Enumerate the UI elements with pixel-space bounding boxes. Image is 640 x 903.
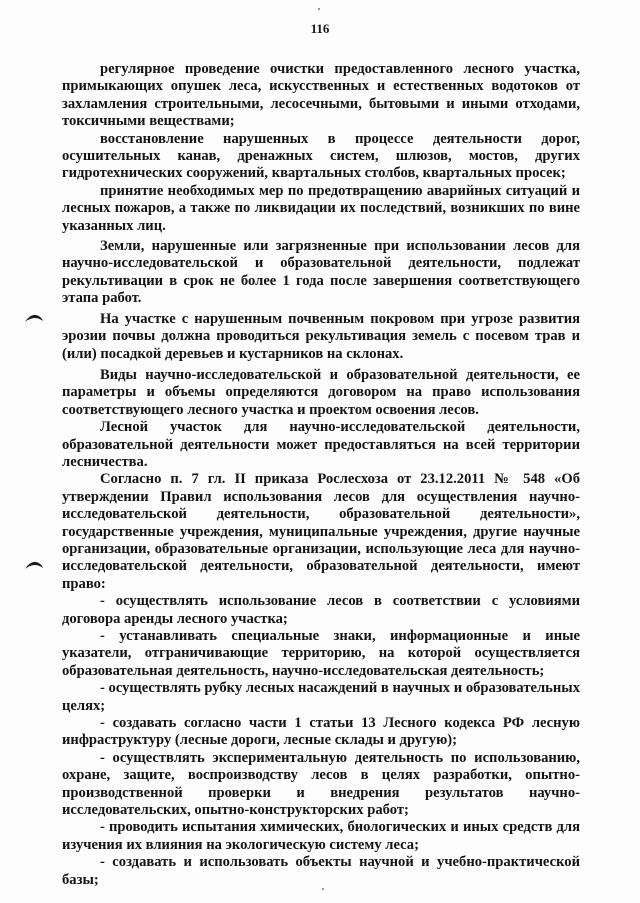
- body-text: [62, 61, 580, 889]
- page-number: 116: [310, 21, 330, 36]
- list-item-testing: - проводить испытания химических, биологических и иных средств для изучения их влияния на экологическую систему леса;: [62, 819, 580, 853]
- list-item-felling: - осуществлять рубку лесных насаждений в научных и образовательных целях;: [62, 680, 580, 714]
- scan-mark-icon: [24, 313, 44, 323]
- list-item-experimental: - осуществлять экспериментальную деятельность по использованию, охране, защите, воспроизводству лесов в целях разработки, опытно-производственной проверки и внедрения результатов научно-исследовательских, опытно-конструкторских работ;: [62, 749, 580, 819]
- paragraph-recultivation-term: Земли, нарушенные или загрязненные при использовании лесов для научно-исследовательской и образовательной деятельности, подлежат рекультивации в срок не более 1 года после завершения соответствующего этапа работ.: [62, 238, 580, 307]
- list-item-facilities: - создавать и использовать объекты научной и учебно-практической базы;: [62, 854, 580, 888]
- paragraph-emergency: принятие необходимых мер по предотвращению аварийных ситуаций и лесных пожаров, а также по ликвидации их последствий, возникших по вине указанных лиц.: [62, 182, 580, 234]
- paragraph-activity-types: Виды научно-исследовательской и образовательной деятельности, ее параметры и объемы определяются договором на право использования соответствующего лесного участка и проектом освоения лесов.: [62, 366, 580, 418]
- scan-speck: [318, 8, 320, 10]
- list-item-lease-use: - осуществлять использование лесов в соответствии с условиями договора аренды лесного участка;: [62, 593, 580, 627]
- paragraph-erosion: На участке с нарушенным почвенным покровом при угрозе развития эрозии почвы должна проводиться рекультивация земель с посевом трав и (или) посадкой деревьев и кустарников на склонах.: [62, 310, 580, 362]
- paragraph-order-548: Согласно п. 7 гл. II приказа Рослесхоза от 23.12.2011 № 548 «Об утверждении Правил использования лесов для осуществления научно-исследовательской деятельности, образовательной деятельности», государственные учреждения, муниципальные учреждения, другие научные организации, образовательные организации, использующие леса для научно-исследовательской деятельности, образовательной деятельности, имеют право:: [62, 471, 580, 592]
- list-item-signs: - устанавливать специальные знаки, информационные и иные указатели, отграничивающие территорию, на которой осуществляется образовательная деятельность, научно-исследовательская деятельность;: [62, 628, 580, 679]
- paragraph-cleanup: регулярное проведение очистки предоставленного лесного участка, примыкающих опушек леса, искусственных и естественных водотоков от захламления строительными, лесосечными, бытовыми и иными отходами, токсичными веществами;: [62, 61, 580, 130]
- paragraph-plot-provision: Лесной участок для научно-исследовательской деятельности, образовательной деятельности может предоставляться на всей территории лесничества.: [62, 419, 580, 470]
- paragraph-restoration: восстановление нарушенных в процессе деятельности дорог, осушительных канав, дренажных систем, шлюзов, мостов, других гидротехнических сооружений, квартальных столбов, квартальных просек;: [62, 130, 580, 182]
- list-item-infrastructure: - создавать согласно части 1 статьи 13 Лесного кодекса РФ лесную инфраструктуру (лесные дороги, лесные склады и другую);: [62, 715, 580, 749]
- scan-mark-icon: [24, 560, 44, 570]
